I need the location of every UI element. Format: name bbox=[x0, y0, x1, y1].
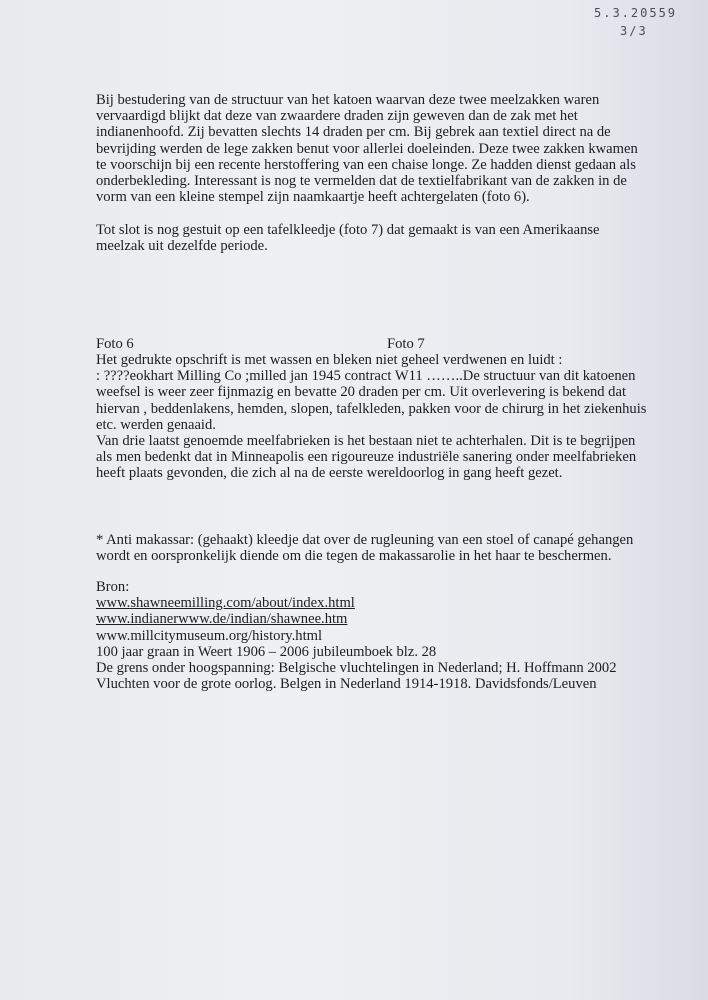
text-line: heeft plaats gevonden, die zich al na de eerste wereldoorlog in gang heeft gezet. bbox=[96, 465, 563, 482]
text-line: indianenhoofd. Zij bevatten slechts 14 draden per cm. Bij gebrek aan textiel direct na de bbox=[96, 124, 611, 141]
text-line: vervaardigd blijkt dat deze van zwaardere draden zijn geweven dan de zak met het bbox=[96, 108, 578, 125]
caption-foto-7: Foto 7 bbox=[387, 336, 425, 352]
text-line: te voorschijn bij een recente herstoffering van een chaise longe. Ze hadden dienst gedaan als bbox=[96, 156, 636, 173]
source-item: De grens onder hoogspanning: Belgische vluchtelingen in Nederland; H. Hoffmann 2002 bbox=[96, 659, 617, 676]
sources bbox=[96, 579, 617, 692]
text-line: Het gedrukte opschrift is met wassen en bleken niet geheel verdwenen en luidt : bbox=[96, 352, 563, 368]
paragraph-inscription bbox=[96, 352, 646, 482]
text-line: : ????eokhart Milling Co ;milled jan 1945 contract W11 ……..De structuur van dit katoenen bbox=[96, 368, 636, 385]
handwritten-reference: 5.3.20559 bbox=[594, 6, 678, 20]
source-item: Vluchten voor de grote oorlog. Belgen in Nederland 1914-1918. Davidsfonds/Leuven bbox=[96, 676, 597, 693]
text-line: Tot slot is nog gestuit op een tafelkleedje (foto 7) dat gemaakt is van een Amerikaanse bbox=[96, 222, 600, 238]
source-item: 100 jaar graan in Weert 1906 – 2006 jubileumboek blz. 28 bbox=[96, 643, 437, 660]
text-line: bevrijding werden de lege zakken benut voor allerlei doeleinden. Deze twee zakken kwamen bbox=[96, 140, 638, 157]
text-line: wordt en oorspronkelijk diende om die tegen de makassarolie in het haar te beschermen. bbox=[96, 548, 612, 565]
handwritten-page-number: 3/3 bbox=[620, 24, 648, 38]
text-line: Bij bestudering van de structuur van het katoen waarvan deze twee meelzakken waren bbox=[96, 92, 600, 108]
source-link[interactable]: www.indianerwww.de/indian/shawnee.htm bbox=[96, 611, 348, 628]
source-link[interactable]: www.shawneemilling.com/about/index.html bbox=[96, 595, 355, 612]
text-line: onderbekleding. Interessant is nog te vermelden dat de textielfabrikant van de zakken in de bbox=[96, 172, 627, 189]
text-line: * Anti makassar: (gehaakt) kleedje dat over de rugleuning van een stoel of canapé gehangen bbox=[96, 532, 634, 548]
text-line: weefsel is weer zeer fijnmazig en bevatte 20 draden per cm. Uit overlevering is bekend dat bbox=[96, 384, 627, 401]
text-line: meelzak uit dezelfde periode. bbox=[96, 238, 268, 255]
text-line: als men bedenkt dat in Minneapolis een rigoureuze industriële sanering onder meelfabrieken bbox=[96, 449, 637, 466]
caption-foto-6: Foto 6 bbox=[96, 336, 134, 352]
text-line: etc. werden genaaid. bbox=[96, 416, 216, 433]
footnote bbox=[96, 532, 633, 564]
paragraph-structure bbox=[96, 92, 638, 205]
source-item: www.millcitymuseum.org/history.html bbox=[96, 627, 323, 644]
paragraph-tablecloth bbox=[96, 222, 600, 254]
text-line: Van drie laatst genoemde meelfabrieken is het bestaan niet te achterhalen. Dit is te begrijpen bbox=[96, 432, 636, 449]
text-line: hiervan , beddenlakens, hemden, slopen, tafelkleden, pakken voor de chirurg in het ziekenhuis bbox=[96, 400, 647, 417]
sources-heading: Bron: bbox=[96, 579, 130, 595]
text-line: vorm van een kleine stempel zijn naamkaartje heeft achtergelaten (foto 6). bbox=[96, 189, 530, 206]
